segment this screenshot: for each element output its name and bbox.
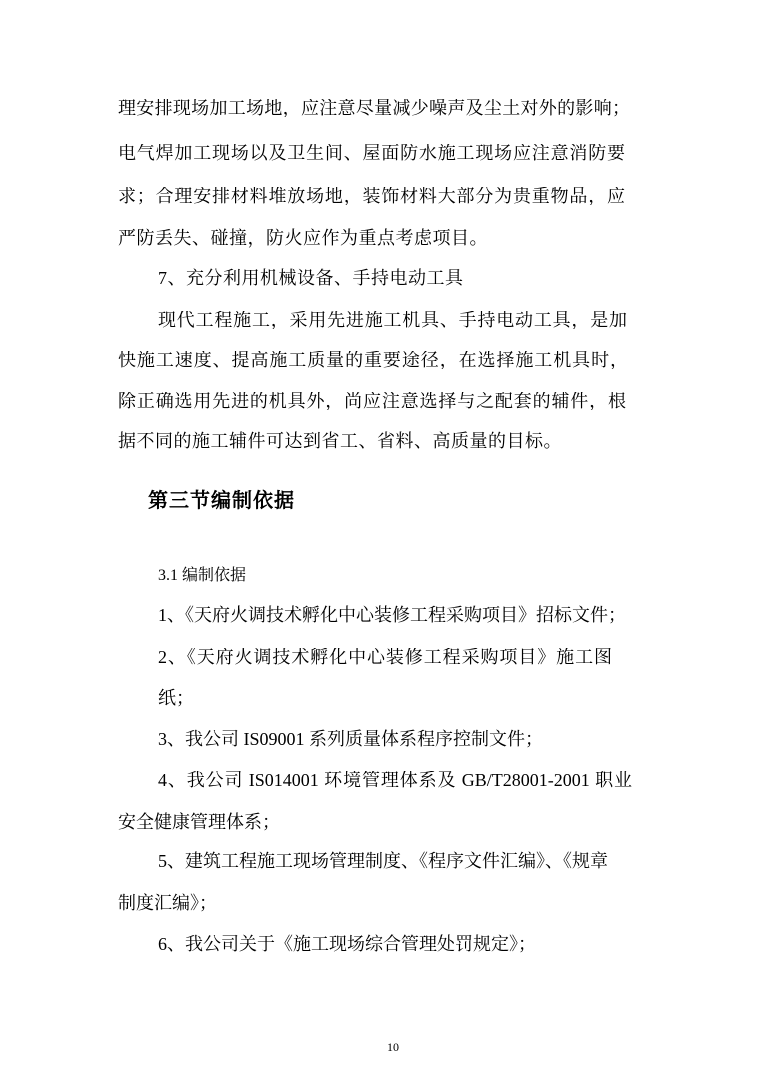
paragraph-line: 现代工程施工，采用先进施工机具、手持电动工具，是加	[158, 311, 627, 329]
subsection-title: 3.1 编制依据	[158, 567, 247, 584]
basis-item-line: 5、建筑工程施工现场管理制度、《程序文件汇编》、《规章	[158, 851, 608, 871]
basis-item-line: 纸；	[158, 688, 194, 708]
basis-item-line: 1、《天府火调技术孵化中心装修工程采购项目》招标文件；	[158, 605, 626, 625]
basis-item-line: 2、《天府火调技术孵化中心装修工程采购项目》施工图	[158, 648, 612, 666]
page-number: 10	[387, 1040, 399, 1054]
paragraph-line: 求；合理安排材料堆放场地，装饰材料大部分为贵重物品，应	[118, 187, 625, 205]
paragraph-line: 快施工速度、提高施工质量的重要途径，在选择施工机具时，	[118, 351, 628, 369]
paragraph-line: 理安排现场加工场地，应注意尽量减少噪声及尘土对外的影响；	[118, 99, 630, 117]
basis-item-line: 3、我公司 IS09001 系列质量体系程序控制文件；	[158, 729, 544, 749]
point-7-heading: 7、充分利用机械设备、手持电动工具	[158, 268, 464, 288]
section-title: 第三节编制依据	[148, 490, 295, 512]
paragraph-line: 除正确选用先进的机具外，尚应注意选择与之配套的辅件，根	[118, 392, 626, 410]
paragraph-line: 严防丢失、碰撞，防火应作为重点考虑项目。	[118, 228, 488, 248]
paragraph-line: 据不同的施工辅件可达到省工、省料、高质量的目标。	[118, 431, 562, 451]
basis-item-line: 安全健康管理体系；	[118, 812, 280, 832]
paragraph-line: 电气焊加工现场以及卫生间、屋面防水施工现场应注意消防要	[118, 144, 625, 162]
basis-item-line: 制度汇编》；	[118, 893, 217, 913]
basis-item-line: 6、我公司关于《施工现场综合管理处罚规定》；	[158, 934, 536, 954]
basis-item-line: 4、我公司 IS014001 环境管理体系及 GB/T28001-2001 职业	[158, 771, 632, 789]
